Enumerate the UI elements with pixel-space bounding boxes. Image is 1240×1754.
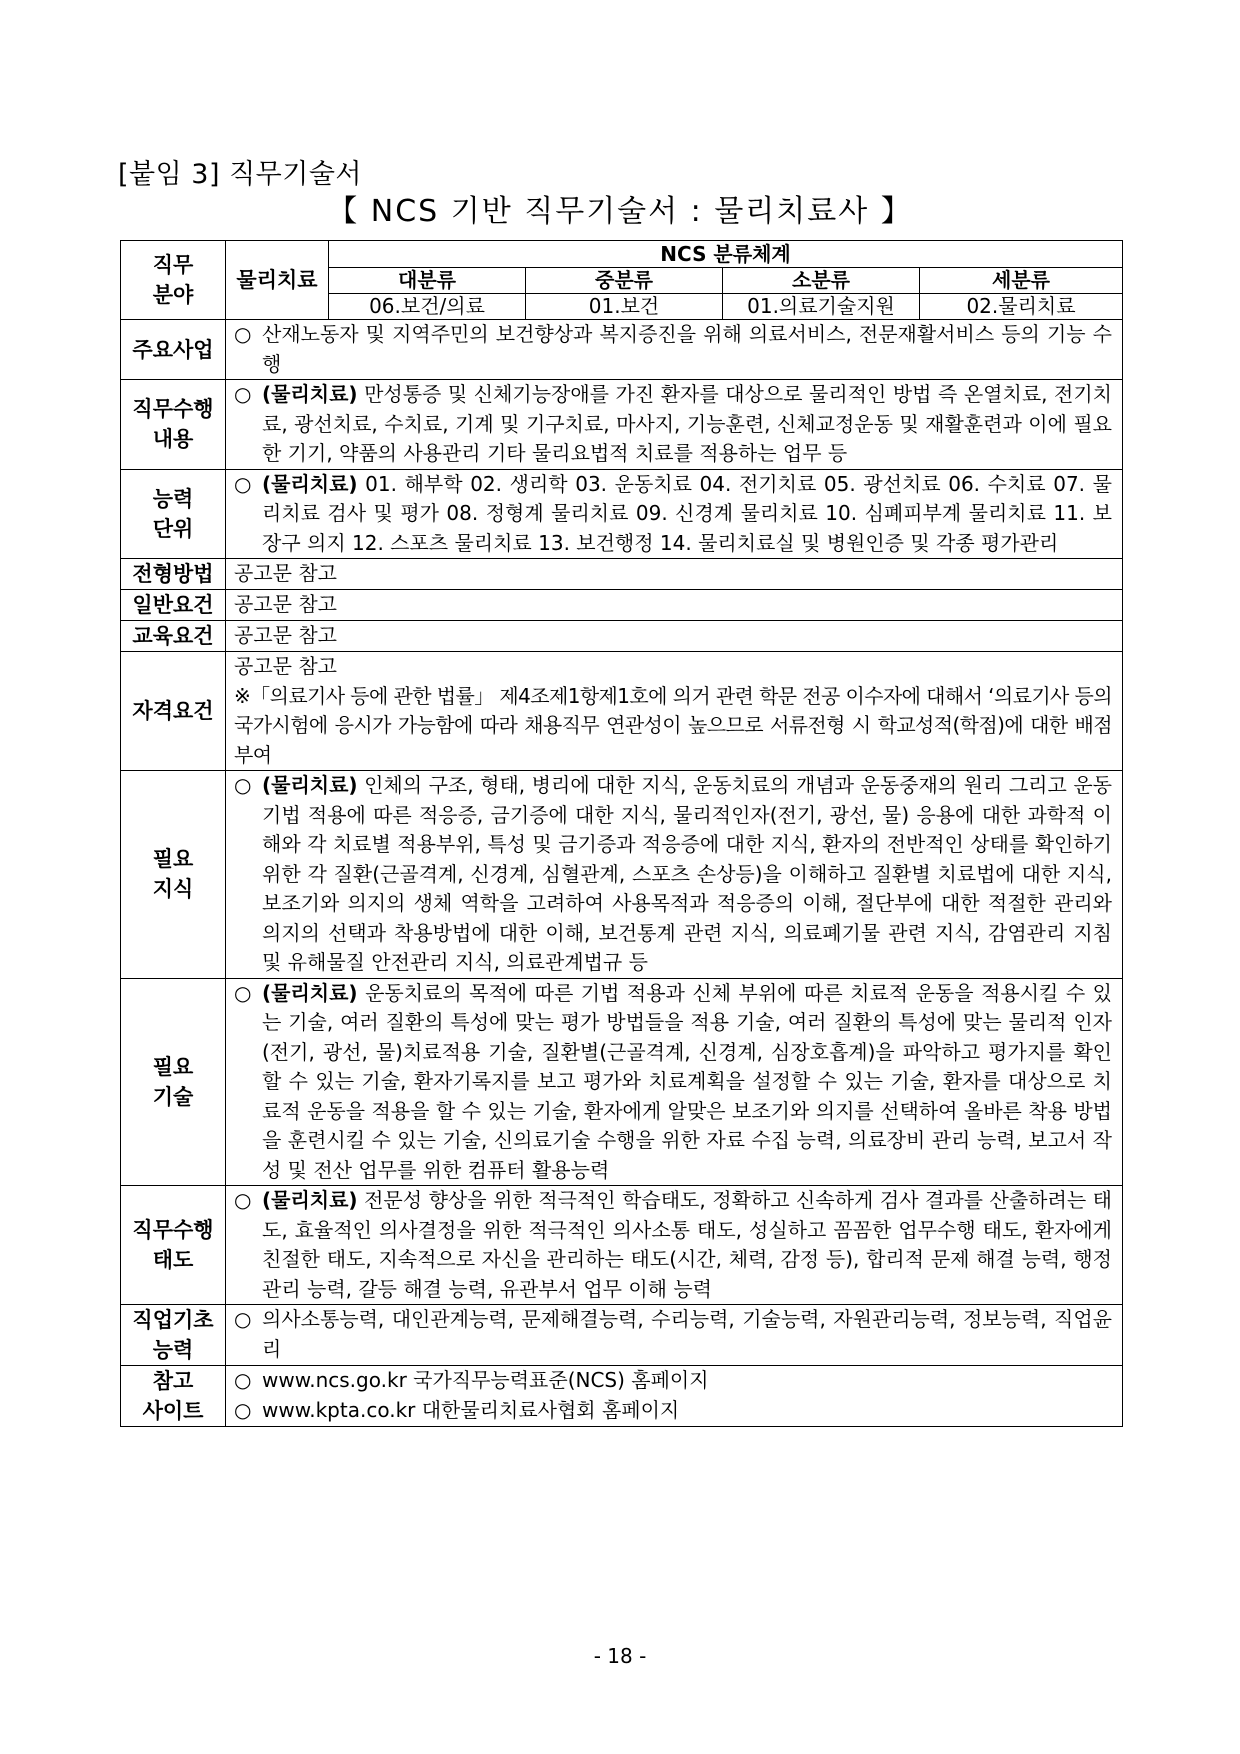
- row-content: [226, 320, 1123, 380]
- row-required-knowledge: [121, 771, 1123, 979]
- reference-site-ncs[interactable]: [234, 1366, 1112, 1396]
- reference-site-text: www.kpta.co.kr 대한물리치료사협회 홈페이지: [262, 1397, 680, 1422]
- selection-method-text: 공고문 참고: [226, 559, 1123, 590]
- row-label: 자격요건: [121, 652, 226, 771]
- bullet-circle: ○: [234, 1397, 252, 1422]
- page-number: - 18 -: [593, 1644, 647, 1668]
- reference-site-text: www.ncs.go.kr 국가직무능력표준(NCS) 홈페이지: [262, 1368, 709, 1392]
- row-reference: [121, 1366, 1123, 1427]
- row-label: 전형방법: [121, 559, 226, 590]
- qualification-note: ※「의료기사 등에 관한 법률」 제4조제1항제1호에 의거 관련 학문 전공 이수자에 대해서 ‘의료기사 등의 국가시험에 응시가 가능함에 따라 채용직무 연관성이 높으므로 서류전형 시 학교성적(학점)에 대한 배점 부여: [234, 683, 1112, 767]
- row-content: [226, 1366, 1123, 1427]
- bullet-circle: ○: [234, 980, 252, 1005]
- basic-ability-text: 의사소통능력, 대인관계능력, 문제해결능력, 수리능력, 기술능력, 자원관리능력, 정보능력, 직업윤리: [262, 1307, 1112, 1361]
- ncs-col-detail: 세분류: [920, 268, 1123, 294]
- qualification-line1: 공고문 참고: [234, 654, 337, 678]
- ncs-row-1: [121, 241, 1123, 268]
- row-general-req: [121, 590, 1123, 621]
- category-prefix: (물리치료): [262, 980, 358, 1005]
- job-description-table: [120, 240, 1123, 1427]
- attitude-body: 전문성 향상을 위한 적극적인 학습태도, 정확하고 신속하게 검사 결과를 산출하려는 태도, 효율적인 의사결정을 위한 적극적인 의사소통 태도, 성실하고 꼼꼼한 업무수행 태도, 환자에게 친절한 태도, 지속적으로 자신을 관리하는 태도(시간, 체력, 감정 등), 합리적 문제 해결 능력, 행정관리 능력, 갈등 해결 능력, 유관부서 업무 이해 능력: [262, 1188, 1112, 1301]
- ncs-val-middle: 01.보건: [526, 294, 723, 320]
- row-required-skills: [121, 978, 1123, 1186]
- attachment-label: [붙임 3] 직무기술서: [118, 159, 362, 190]
- general-req-text: 공고문 참고: [226, 590, 1123, 621]
- main-business-text: 산재노동자 및 지역주민의 보건향상과 복지증진을 위해 의료서비스, 전문재활서비스 등의 기능 수행: [262, 322, 1112, 376]
- competency-unit-text: [262, 470, 1112, 559]
- ncs-system-header: NCS 분류체계: [329, 241, 1123, 268]
- row-selection-method: [121, 559, 1123, 590]
- required-skills-body: 운동치료의 목적에 따른 기법 적용과 신체 부위에 따른 치료적 운동을 적용시킬 수 있는 기술, 여러 질환의 특성에 맞는 평가 방법들을 적용 기술, 여러 질환의 특성에 맞는 물리적 인자(전기, 광선, 물)치료적용 기술, 질환별(근골격계, 신경계, 심장호흡계)을 파악하고 평가지를 확인할 수 있는 기술, 환자기록지를 보고 평가와 치료계획을 설정할 수 있는 기술, 환자를 대상으로 치료적 운동을 적용을 할 수 있는 기술, 환자에게 알맞은 보조기와 의지를 선택하여 올바른 착용 방법을 훈련시킬 수 있는 기술, 신의료기술 수행을 위한 자료 수집 능력, 의료장비 관리 능력, 보고서 작성 및 전산 업무를 위한 컴퓨터 활용능력: [262, 980, 1112, 1182]
- required-knowledge-text: [262, 771, 1112, 978]
- ncs-val-minor: 01.의료기술지원: [723, 294, 920, 320]
- row-label: 직업기초 능력: [121, 1305, 226, 1366]
- category-prefix: (물리치료): [262, 1188, 358, 1212]
- bullet-circle: ○: [234, 1368, 252, 1392]
- row-label: 교육요건: [121, 621, 226, 652]
- required-skills-text: [262, 979, 1112, 1186]
- row-label: 필요 지식: [121, 771, 226, 979]
- category-prefix: (물리치료): [262, 382, 358, 406]
- bullet-circle: ○: [234, 322, 252, 346]
- row-content: [226, 1305, 1123, 1366]
- duty-content-body: 만성통증 및 신체기능장애를 가진 환자를 대상으로 물리적인 방법 즉 온열치료, 전기치료, 광선치료, 수치료, 기계 및 기구치료, 마사지, 기능훈련, 신체교정운동 및 재활훈련과 이에 필요한 기기, 약품의 사용관리 기타 물리요법적 치료를 적용하는 업무 등: [262, 382, 1112, 465]
- bullet-circle: ○: [234, 1188, 252, 1212]
- row-label: 능력 단위: [121, 469, 226, 559]
- row-content: [226, 1186, 1123, 1305]
- category-prefix: (물리치료): [262, 773, 358, 797]
- row-content: [226, 978, 1123, 1186]
- row-main-business: [121, 320, 1123, 380]
- attitude-text: [262, 1186, 1112, 1304]
- bullet-circle: ○: [234, 471, 252, 496]
- row-content: [226, 380, 1123, 470]
- reference-site-kpta[interactable]: [234, 1396, 1112, 1426]
- row-attitude: [121, 1186, 1123, 1305]
- ncs-val-major: 06.보건/의료: [329, 294, 526, 320]
- required-knowledge-body: 인체의 구조, 형태, 병리에 대한 지식, 운동치료의 개념과 운동중재의 원리 그리고 운동기법 적용에 따른 적응증, 금기증에 대한 지식, 물리적인자(전기, 광선, 물) 응용에 대한 과학적 이해와 각 치료별 적용부위, 특성 및 금기증과 적응증에 대한 지식, 환자의 전반적인 상태를 확인하기 위한 각 질환(근골격계, 신경계, 심혈관계, 스포츠 손상등)을 이해하고 질환별 치료법에 대한 지식, 보조기와 의지의 생체 역학을 고려하여 사용목적과 적응증의 이해, 절단부에 대한 적절한 관리와 의지의 선택과 착용방법에 대한 이해, 보건통계 관련 지식, 의료폐기물 관련 지식, 감염관리 지침 및 유해물질 안전관리 지식, 의료관계법규 등: [262, 773, 1112, 974]
- ncs-col-major: 대분류: [329, 268, 526, 294]
- category-prefix: (물리치료): [262, 471, 358, 496]
- education-req-text: 공고문 참고: [226, 621, 1123, 652]
- ncs-val-detail: 02.물리치료: [920, 294, 1123, 320]
- row-qualification: [121, 652, 1123, 771]
- bullet-circle: ○: [234, 773, 252, 797]
- row-education-req: [121, 621, 1123, 652]
- row-content: [226, 652, 1123, 771]
- row-basic-ability: [121, 1305, 1123, 1366]
- row-label: 참고 사이트: [121, 1366, 226, 1427]
- ncs-col-minor: 소분류: [723, 268, 920, 294]
- row-label: 필요 기술: [121, 978, 226, 1186]
- ncs-col-middle: 중분류: [526, 268, 723, 294]
- row-label: 직무수행 내용: [121, 380, 226, 470]
- duty-content-text: [262, 380, 1112, 469]
- row-label: 주요사업: [121, 320, 226, 380]
- row-duty-content: [121, 380, 1123, 470]
- row-competency-unit: [121, 469, 1123, 559]
- row-content: [226, 469, 1123, 559]
- bullet-circle: ○: [234, 382, 252, 406]
- row-label: 직무수행 태도: [121, 1186, 226, 1305]
- field-label: 직무 분야: [121, 241, 226, 320]
- bullet-circle: ○: [234, 1307, 252, 1331]
- field-value: 물리치료: [226, 241, 329, 320]
- document-title: 【 NCS 기반 직무기술서 : 물리치료사 】: [327, 194, 913, 229]
- row-content: [226, 771, 1123, 979]
- row-label: 일반요건: [121, 590, 226, 621]
- competency-unit-body: 01. 해부학 02. 생리학 03. 운동치료 04. 전기치료 05. 광선치료 06. 수치료 07. 물리치료 검사 및 평가 08. 정형계 물리치료 09. 신경계 물리치료 10. 심폐피부계 물리치료 11. 보장구 의지 12. 스포츠 물리치료 13. 보건행정 14. 물리치료실 및 병원인증 및 각종 평가관리: [262, 471, 1112, 555]
